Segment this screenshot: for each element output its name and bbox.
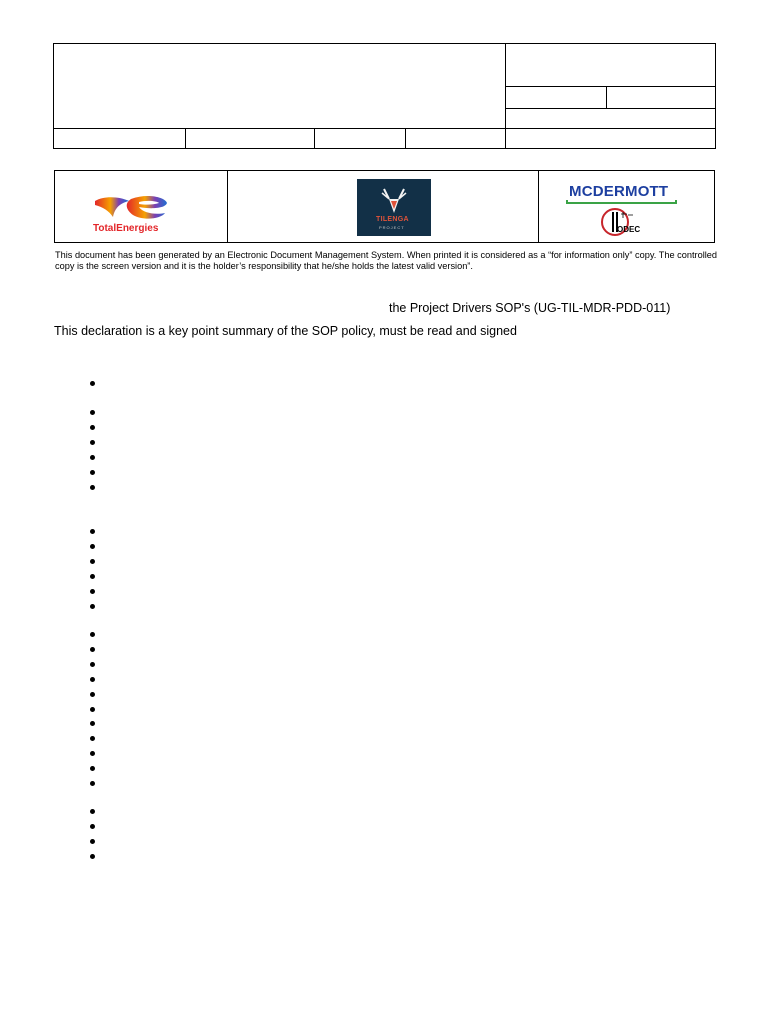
mcdermott-wordmark: MCDERMOTT (569, 183, 669, 200)
mcdermott-underline (566, 200, 677, 204)
declaration-statement: This declaration is a key point summary of the SOP policy, must be read and signed (54, 324, 517, 338)
list-item-bullet (90, 440, 95, 445)
list-item-bullet (90, 707, 95, 712)
list-item-bullet (90, 662, 95, 667)
logo-divider (538, 171, 539, 242)
list-item-bullet (90, 559, 95, 564)
list-item-bullet (90, 677, 95, 682)
list-item-bullet (90, 574, 95, 579)
list-item-bullet (90, 485, 95, 490)
list-item-bullet (90, 425, 95, 430)
header-divider (505, 108, 715, 109)
list-item-bullet (90, 544, 95, 549)
list-item-bullet (90, 455, 95, 460)
list-item-bullet (90, 751, 95, 756)
totalenergies-logo-icon (91, 191, 171, 223)
list-item-bullet (90, 824, 95, 829)
antelope-icon (380, 187, 408, 215)
list-item-bullet (90, 647, 95, 652)
tilenga-wordmark: TILENGA (376, 216, 409, 223)
header-divider (314, 128, 315, 148)
list-item-bullet (90, 410, 95, 415)
header-divider (185, 128, 186, 148)
header-divider (505, 128, 506, 148)
list-item-bullet (90, 781, 95, 786)
list-item-bullet (90, 692, 95, 697)
list-item-bullet (90, 736, 95, 741)
sop-reference: the Project Drivers SOP's (UG-TIL-MDR-PDD-011) (389, 301, 671, 315)
edms-notice: This document has been generated by an Electronic Document Management System. When printed it is considered as a “for information only” copy. The controlled copy is the screen version and it is the holder’s responsibility that he/she holds the latest valid version”. (55, 250, 717, 271)
mcdermott-logo (566, 183, 678, 241)
header-divider (606, 86, 607, 108)
list-item-bullet (90, 604, 95, 609)
tilenga-subtitle: PROJECT (379, 225, 405, 230)
header-divider (54, 128, 715, 129)
list-item-bullet (90, 809, 95, 814)
logo-banner-table (54, 170, 715, 243)
totalenergies-logo (91, 191, 171, 235)
list-item-bullet (90, 632, 95, 637)
sinopec-seal-icon (601, 206, 637, 240)
list-item-bullet (90, 854, 95, 859)
header-divider (505, 86, 715, 87)
list-item-bullet (90, 839, 95, 844)
list-item-bullet (90, 589, 95, 594)
list-item-bullet (90, 381, 95, 386)
list-item-bullet (90, 721, 95, 726)
list-item-bullet (90, 529, 95, 534)
list-item-bullet (90, 766, 95, 771)
logo-divider (227, 171, 228, 242)
totalenergies-wordmark: TotalEnergies (93, 223, 159, 234)
document-header-table (53, 43, 716, 149)
sinopec-wordmark: ODEC (617, 225, 641, 234)
header-divider (405, 128, 406, 148)
list-item-bullet (90, 470, 95, 475)
tilenga-logo (357, 179, 431, 236)
